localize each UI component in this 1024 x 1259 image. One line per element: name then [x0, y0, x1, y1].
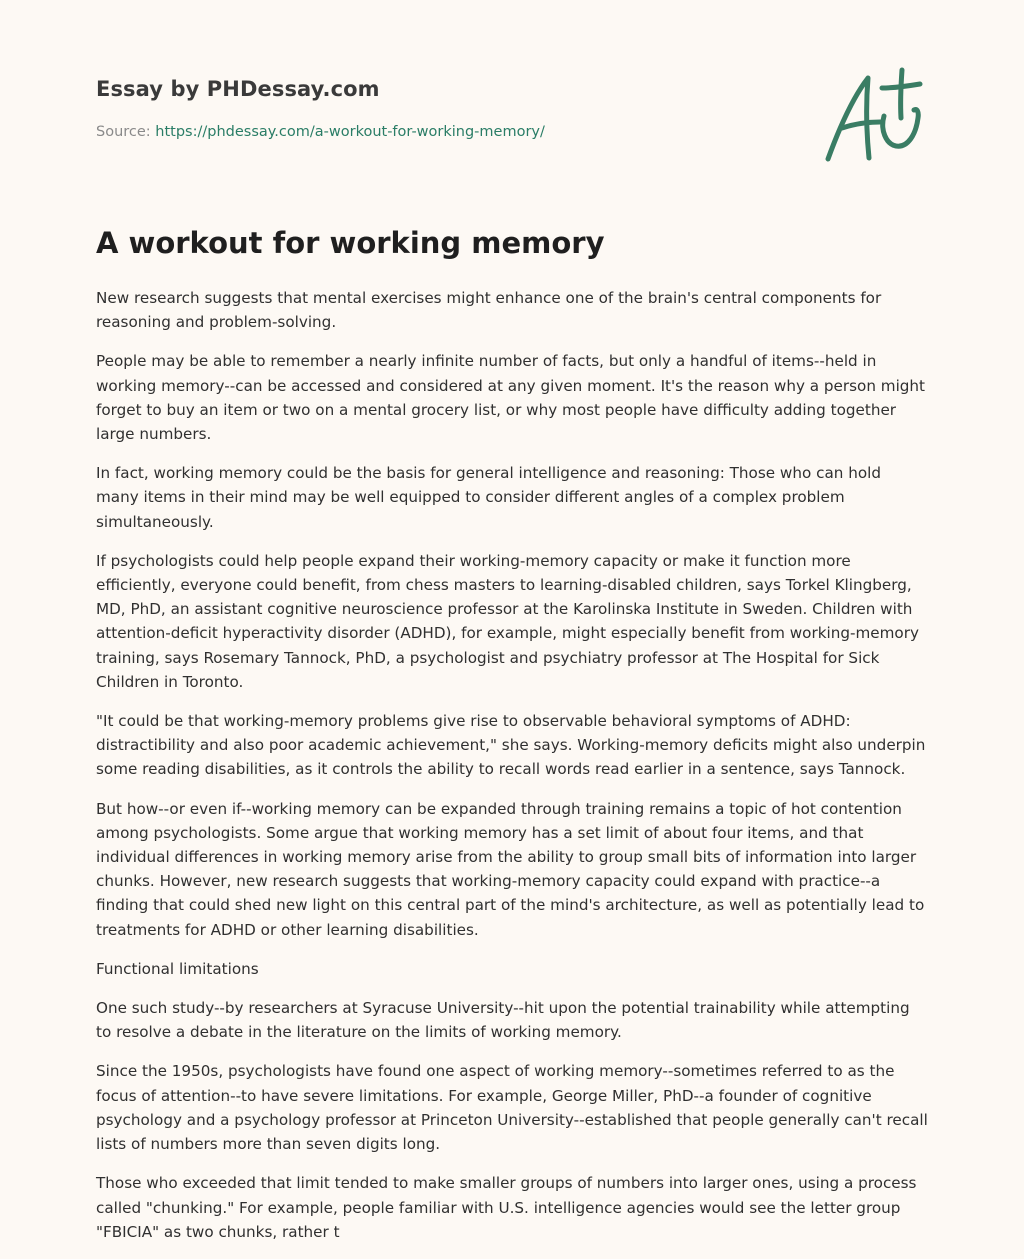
- essay-paragraph: New research suggests that mental exercises might enhance one of the brain's central components for reasoning and problem-solving.: [96, 289, 882, 332]
- section-heading: Functional limitations: [96, 959, 259, 978]
- source-label: Source:: [96, 124, 151, 140]
- site-title: Essay by PHDessay.com: [96, 77, 380, 101]
- essay-paragraph: People may be able to remember a nearly infinite number of facts, but only a handful of items--held in working memory--can be accessed and considered at any given moment. It's the reason why a person might forget to buy an item or two on a mental grocery list, or why most people have difficulty adding together large numbers.: [96, 352, 926, 444]
- essay-paragraph: One such study--by researchers at Syracuse University--hit upon the potential trainability while attempting to resolve a debate in the literature on the limits of working memory.: [96, 999, 910, 1042]
- essay-paragraph: In fact, working memory could be the basis for general intelligence and reasoning: Those who can hold many items in their mind may be well equipped to consider different angles of a complex problem simultaneously.: [96, 464, 881, 531]
- essay-paragraph: If psychologists could help people expand their working-memory capacity or make it function more efficiently, everyone could benefit, from chess masters to learning-disabled children, says Torkel Klingberg, MD, PhD, an assistant cognitive neuroscience professor at the Karolinska Institute in Sweden. Children with attention-deficit hyperactivity disorder (ADHD), for example, might especially benefit from working-memory training, says Rosemary Tannock, PhD, a psychologist and psychiatry professor at The Hospital for Sick Children in Toronto.: [96, 551, 919, 691]
- page-header: [96, 0, 928, 200]
- essay-body: [96, 286, 928, 1259]
- essay-title: A workout for working memory: [96, 226, 605, 260]
- essay-paragraph: But how--or even if--working memory can be expanded through training remains a topic of hot contention among psychologists. Some argue that working memory has a set limit of about four items, and that individual differences in working memory arise from the ability to group small bits of information into larger chunks. However, new research suggests that working-memory capacity could expand with practice--a finding that could shed new light on this central part of the mind's architecture, as well as potentially lead to treatments for ADHD or other learning disabilities.: [96, 799, 925, 939]
- a-plus-logo-icon: [822, 66, 926, 166]
- essay-paragraph: Since the 1950s, psychologists have found one aspect of working memory--sometimes referred to as the focus of attention--to have severe limitations. For example, George Miller, PhD--a founder of cognitive psychology and a psychology professor at Princeton University--established that people generally can't recall lists of numbers more than seven digits long.: [96, 1062, 928, 1154]
- essay-paragraph: "It could be that working-memory problems give rise to observable behavioral symptoms of ADHD: distractibility and also poor academic achievement," she says. Working-memory deficits might also underpin some reading disabilities, as it controls the ability to recall words read earlier in a sentence, says Tannock.: [96, 712, 926, 779]
- essay-paragraph: Those who exceeded that limit tended to make smaller groups of numbers into larger ones, using a process called "chunking." For example, people familiar with U.S. intelligence agencies would see the letter group "FBICIA" as two chunks, rather t: [96, 1174, 917, 1241]
- source-link[interactable]: https://phdessay.com/a-workout-for-working-memory/: [155, 124, 545, 140]
- source-line: [96, 124, 545, 140]
- essay-page: [96, 0, 928, 1241]
